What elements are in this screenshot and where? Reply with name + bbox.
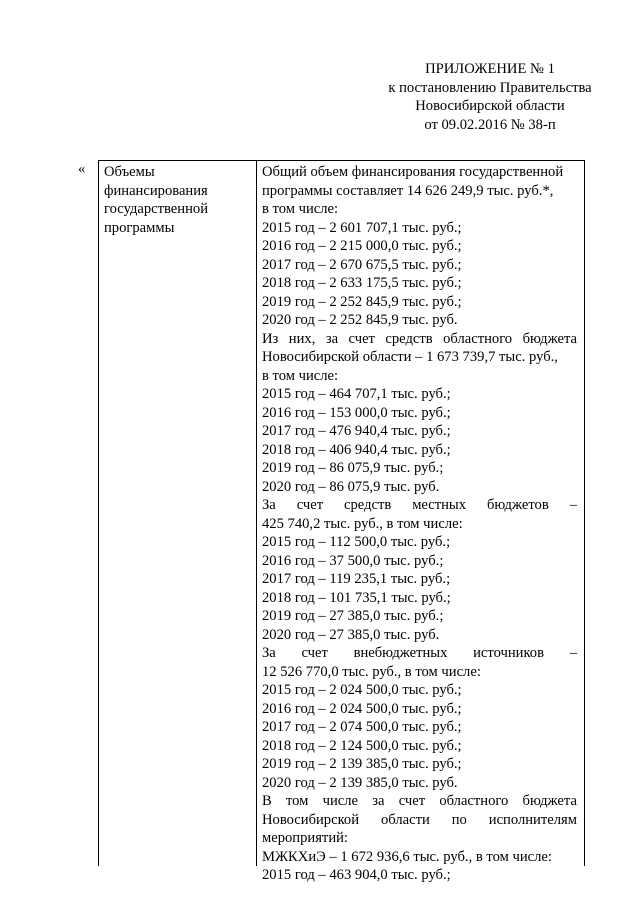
regional-year-line: 2016 год – 153 000,0 тыс. руб.; [262, 404, 451, 421]
extrabudget-year-line: 2016 год – 2 024 500,0 тыс. руб.; [262, 700, 462, 717]
total-year-line: 2017 год – 2 670 675,5 тыс. руб.; [262, 256, 462, 273]
word: – [569, 645, 577, 661]
extrabudget-intro-line: 12 526 770,0 тыс. руб., в том числе: [262, 663, 481, 680]
word: числе [322, 793, 359, 809]
total-year-line: 2015 год – 2 601 707,1 тыс. руб.; [262, 219, 462, 236]
word: В [262, 793, 272, 809]
extrabudget-year-line: 2015 год – 2 024 500,0 тыс. руб.; [262, 682, 462, 698]
word: областного [439, 793, 509, 809]
header-line-resolution: к постановлению Правительства [388, 79, 592, 96]
label-line: государственной [104, 201, 209, 217]
word: том [285, 793, 309, 809]
extrabudget-year-line: 2020 год – 2 139 385,0 тыс. руб. [262, 774, 458, 791]
regional-year-line: 2015 год – 464 707,1 тыс. руб.; [262, 386, 451, 402]
word: источников [473, 645, 544, 661]
header-line-region: Новосибирской области [415, 98, 565, 114]
total-year-line: 2016 год – 2 215 000,0 тыс. руб.; [262, 238, 462, 254]
regional-intro-line: в том числе: [262, 367, 339, 384]
word: средств [344, 497, 392, 513]
word: области [380, 811, 430, 828]
total-intro-line: в том числе: [262, 201, 339, 217]
word: средств [385, 330, 433, 347]
word: Из [262, 330, 279, 347]
table-content-cell [257, 161, 584, 883]
appendix-title: ПРИЛОЖЕНИЕ № 1 [425, 61, 555, 77]
mzhkh-line: МЖКХиЭ – 1 672 936,6 тыс. руб., в том числе: [262, 848, 552, 865]
label-line: программы [104, 219, 175, 236]
total-year-line: 2018 год – 2 633 175,5 тыс. руб.; [262, 275, 462, 291]
word: исполнителям [488, 811, 577, 828]
word: внебюджетных [353, 645, 448, 661]
word: Новосибирской [262, 811, 360, 828]
local-year-line: 2015 год – 112 500,0 тыс. руб.; [262, 534, 451, 550]
local-year-line: 2018 год – 101 735,1 тыс. руб.; [262, 589, 451, 606]
word: местных [412, 497, 467, 513]
document-header [380, 60, 600, 134]
word: за [372, 793, 385, 809]
regional-year-line: 2020 год – 86 075,9 тыс. руб. [262, 478, 440, 495]
word: счет [398, 793, 426, 809]
label-line: финансирования [104, 182, 208, 199]
word: – [569, 497, 577, 513]
local-year-line: 2016 год – 37 500,0 тыс. руб.; [262, 552, 444, 569]
word: За [262, 645, 276, 661]
regional-year-line: 2017 год – 476 940,4 тыс. руб.; [262, 423, 451, 439]
word: бюджета [522, 793, 577, 809]
extrabudget-intro-line [262, 644, 577, 663]
extrabudget-year-line: 2019 год – 2 139 385,0 тыс. руб.; [262, 756, 462, 772]
extrabudget-year-line: 2018 год – 2 124 500,0 тыс. руб.; [262, 737, 462, 754]
word: счет [301, 645, 328, 661]
word: счет [348, 330, 375, 347]
total-year-line: 2019 год – 2 252 845,9 тыс. руб.; [262, 293, 462, 310]
local-intro-line [262, 496, 577, 515]
word: областного [443, 330, 513, 347]
opening-quote: « [78, 161, 86, 177]
local-intro-line: 425 740,2 тыс. руб., в том числе: [262, 515, 463, 532]
word: счет [296, 497, 324, 513]
regional-year-line: 2018 год – 406 940,4 тыс. руб.; [262, 441, 451, 458]
mzhkh-year-line: 2015 год – 463 904,0 тыс. руб.; [262, 867, 451, 883]
executors-intro-line [262, 792, 577, 811]
table-label-cell [99, 161, 257, 866]
local-year-line: 2017 год – 119 235,1 тыс. руб.; [262, 571, 451, 587]
executors-intro-line [262, 811, 577, 830]
local-year-line: 2020 год – 27 385,0 тыс. руб. [262, 626, 440, 643]
word: За [262, 497, 276, 513]
label-line: Объемы [104, 164, 155, 180]
regional-intro-line [262, 330, 577, 349]
total-year-line: 2020 год – 2 252 845,9 тыс. руб. [262, 312, 458, 328]
total-intro-line: Общий объем финансирования государственной [262, 164, 564, 180]
word: по [451, 811, 467, 828]
extrabudget-year-line: 2017 год – 2 074 500,0 тыс. руб.; [262, 719, 462, 735]
header-line-date: от 09.02.2016 № 38-п [424, 116, 556, 133]
total-intro-line: программы составляет 14 626 249,9 тыс. руб.*, [262, 182, 554, 199]
word: бюджетов [486, 497, 549, 513]
word: за [325, 330, 339, 347]
executors-intro-line: мероприятий: [262, 830, 348, 846]
regional-year-line: 2019 год – 86 075,9 тыс. руб.; [262, 460, 444, 476]
local-year-line: 2019 год – 27 385,0 тыс. руб.; [262, 608, 444, 624]
word: бюджета [522, 330, 577, 347]
regional-intro-line: Новосибирской области – 1 673 739,7 тыс. руб., [262, 349, 558, 365]
financing-table [98, 160, 585, 883]
word: них, [288, 330, 316, 347]
